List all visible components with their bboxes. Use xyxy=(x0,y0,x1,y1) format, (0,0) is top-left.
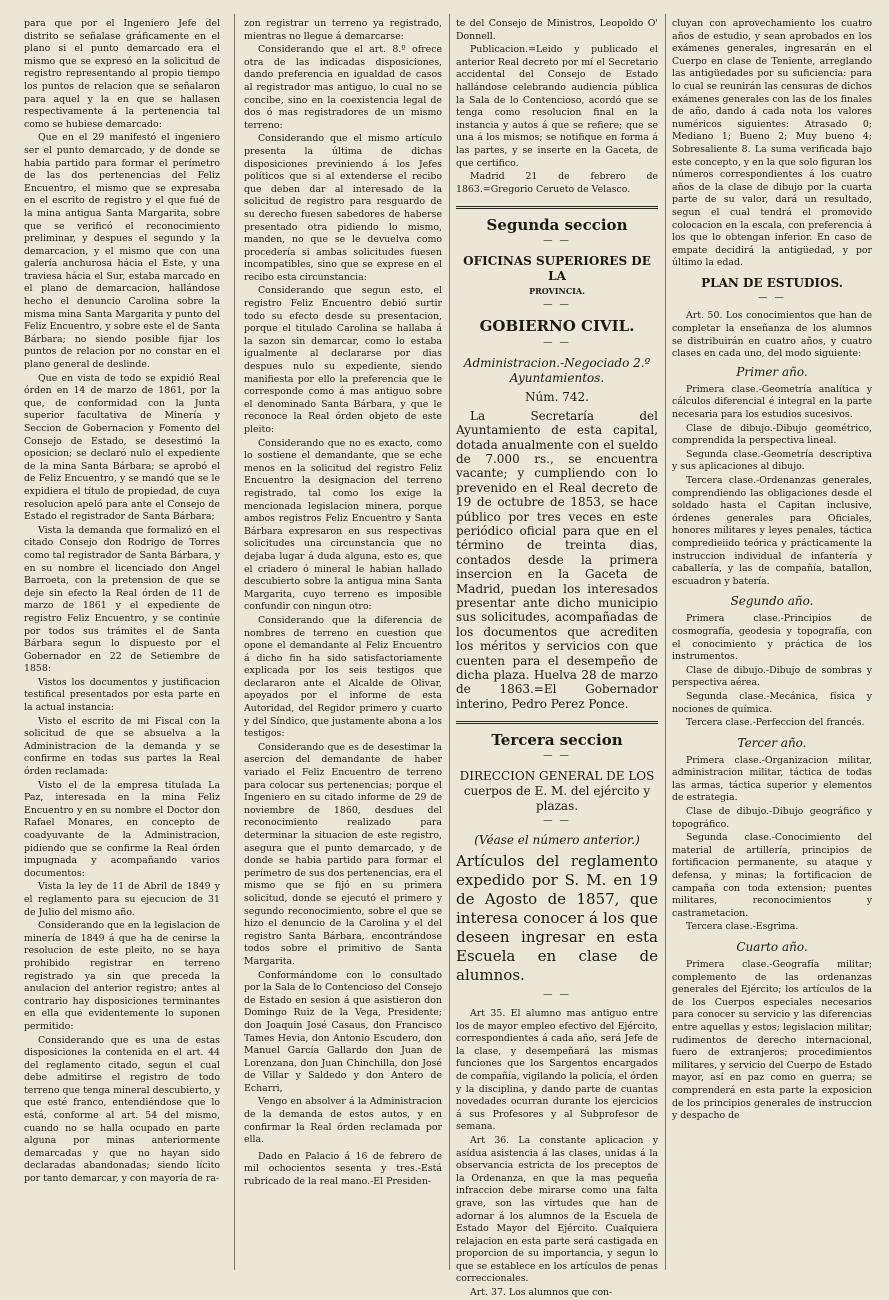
column-rule xyxy=(665,14,666,1270)
regulation-intro: Artículos del reglamento expedido por S. M. en 19 de Agosto de 1857, que interesa conocer á los que deseen ingresar en esta Escuela en clase de alumnos. xyxy=(456,852,658,985)
year-heading: Cuarto año. xyxy=(736,940,808,954)
course-item: Primera clase.-Geografía militar; complemento de las ordenanzas generales del Ejército; los artículos de la de los Cuerpos especiales necesarios para conocer su servicio y las diferencias entre aquellas y estos; legislacion militar; rudimentos de derecho internacional, fuero de extranjeros; procedimientos militares, y servicio del Cuerpo de Estado mayor, así en paz como en guerra; se comprenderá en esta parte la exposicion de los principios generales de instruccion y despacho de xyxy=(672,959,872,1122)
direction-heading: DIRECCION GENERAL DE LOS cuerpos de E. M. del ejército y plazas. xyxy=(459,768,655,813)
divider: — — xyxy=(543,750,571,762)
course-item: Clase de dibujo.-Dibujo geográfico y topográfico. xyxy=(672,806,872,830)
paragraph: cluyan con aprovechamiento los cuatro años de estudio, y sean aprobados en los exámenes generales, ingresarán en el Cuerpo en clase de Teniente, arreglando las antigüedades por su suficiencia: para lo cual se reunirán las censuras de dichos exámenes generales con las de los finales de año, dando á cada nota los valores numéricos siguientes: Atrasado 0; Mediano 1; Bueno 2; Muy bueno 4; Sobresaliente 8. La suma verificada bajo este concepto, y en la que solo figuran los números correspondientes á los cuatro años de la clase de dibujo por la cuarta parte de su valor, dará un resultado, segun el cual tendrá el promovido colocacion en la escala, con preferencia á los que lo obtengan inferior. En caso de empate decidirá la antigüedad, y por último la edad. xyxy=(672,18,872,269)
paragraph: Vista la ley de 11 de Abril de 1849 y el reglamento para su ejecucion de 31 de Julio del mismo año. xyxy=(24,881,220,918)
divider: — — xyxy=(543,814,571,826)
paragraph: Considerando que es una de estas disposiciones la contenida en el art. 44 del reglamento citado, segun el cual debe admitirse el registro de todo terreno que tenga mineral descubierto, y que esté franco, entendiéndose que lo está, conforme al art. 54 del mismo, cuando no se halla ocupado en parte alguna por minas anteriormente demarcadas y que no hayan sido declaradas abandonadas; siendo lícito por tanto demarcar, y con mayoría de ra- xyxy=(24,1034,220,1185)
paragraph: Considerando que no es exacto, como lo sostiene el demandante, que se eche menos en la solicitud del registro Feliz Encuentro la designacion del terreno registrado, tal como los exige la mencionada legislacion minera, porque ambos registros Feliz Encuentro y Santa Bárbara expresaron en sus respectivas solicitudes una circunstancia que no dejaba lugar á duda alguna, esto es, que el criadero ó mineral le habian hallado descubierto sobre la antigua mina Santa Margarita, cuyo terreno es imposible confundir con ningun otro: xyxy=(244,437,442,613)
paragraph: Conformándome con lo consultado por la Sala de lo Contencioso del Consejo de Estado en sesion á que asistieron don Domingo Ruiz de la Vega, Presidente; don Joaquin José Casaus, don Francisco Tames Hevia, don Antonio Escudero, don Manuel García Gallardo don Juan de Lorenzana, don Juan Chinchilla, don José de Villar y Saldedo y don Antero de Echarri, xyxy=(244,969,442,1094)
course-item: Segunda clase.-Conocimiento del material de artillería, principios de fortificacion permanente, su ataque y defensa, y minas; la fortificacion de campaña con toda extension; puentes militares, reconocimientos y castrametacion. xyxy=(672,832,872,919)
paragraph: Que en el 29 manifestó el ingeniero ser el punto demarcado, y de donde se había partido para formar el perímetro de las dos pertenencias del Feliz Encuentro, el mismo que se expresaba en el escrito de registro y el que fué de la mina antigua Santa Margarita, sobre que se verificó el reconocimiento preliminar, y despues el segundo y la demarcacion, y el mismo que con una galería anchurosa hácia el Este, y una traviesa hácia el Sur, estaba marcado en el plano de demarcacion, hallándose hecho el denuncio Carolina sobre la misma mina Santa Margarita y punto del Feliz Encuentro, y sobre este el de Santa Bárbara; no siendo posible fijar los puntos de relacion por no constar en el plano general de deslinde. xyxy=(24,132,220,371)
paragraph: para que por el Ingeniero Jefe del distrito se señalase gráficamente en el plano si el punto demarcado era el mismo que se expresó en la solicitud de registro representando al propio tiempo los puntos de relacion que se señalaron para aquel y la en que se hallasen respectivamente á la pertenencia tal como se hubiese demarcado: xyxy=(24,18,220,130)
article-37: Art. 37. Los alumnos que con- xyxy=(470,1287,613,1299)
course-item: Clase de dibujo.-Dibujo geométrico, comprendida la perspectiva lineal. xyxy=(672,422,872,447)
see-previous-note: (Véase el número anterior.) xyxy=(474,833,640,848)
paragraph: zon registrar un terreno ya registrado, mientras no llegue á demarcarse: xyxy=(244,18,442,42)
course-item: Primera clase.-Principios de cosmografía, geodesia y topografía, con el conocimiento y práctica de los instrumentos. xyxy=(672,613,872,663)
number-line: Núm. 742. xyxy=(525,389,589,404)
course-item: Tercera clase.-Perfeccion del francés. xyxy=(686,717,865,729)
column-rule xyxy=(449,14,450,1270)
year-heading: Primer año. xyxy=(736,364,808,379)
divider: — — xyxy=(758,291,786,303)
plan-heading: PLAN DE ESTUDIOS. xyxy=(701,275,843,290)
paragraph: Que en vista de todo se expidió Real órden en 14 de marzo de 1861, por la que, de conformidad con la Junta superior facultativa de Minería y Seccion de Gobernacion y Fomento del Consejo de Estado, se desestimó la oposicion; se declaró nulo el expediente de la mina Santa Bárbara; se aprobó el de Feliz Encuentro, y se mandó que se le expidiera el título de propiedad, de cuya resolucion apeló para ante el Consejo de Estado el registrador de Santa Bárbara; xyxy=(24,372,220,523)
course-item: Segunda clase.-Mecánica, física y nociones de química. xyxy=(672,690,872,715)
paragraph: Considerando que en la legislacion de minería de 1849 á que ha de cenirse la resolucion de este pleito, no se haya prohibido registrar en terreno registrado ya sin que preceda la anulacion del anterior registro; antes al contrario hay disposiciones terminantes en ella que evidentemente lo suponen permitido: xyxy=(24,920,220,1032)
course-item: Segunda clase.-Geometría descriptiva y sus aplicaciones al dibujo. xyxy=(672,448,872,473)
year-heading: Segundo año. xyxy=(730,594,814,609)
paragraph: Dado en Palacio á 16 de febrero de mil ochocientos sesenta y tres.-Está rubricado de la real mano.-El Presiden- xyxy=(244,1150,442,1188)
article-35: Art 35. El alumno mas antiguo entre los de mayor empleo efectivo del Ejército, correspondientes á cada año, será Jefe de la clase, y desempeñará las mismas funciones que los Sargentos encargados de compañía, vigilando la policía, el órden y la disciplina, y dando parte de cuantas novedades ocurran durante los ejercicios á sus Profesores y al Subprofesor de semana. xyxy=(456,1008,658,1133)
province-subheading: PROVINCIA. xyxy=(529,285,585,296)
column-3 xyxy=(456,18,658,1299)
article-50: Art. 50. Los conocimientos que han de completar la enseñanza de los alumnos se distribuirán en cuatro años, y cuatro clases en cada uno, del modo siguiente: xyxy=(672,310,872,360)
divider: — — xyxy=(543,235,571,247)
column-rule xyxy=(234,14,235,1270)
gobierno-heading: GOBIERNO CIVIL. xyxy=(479,317,635,336)
course-item: Primera clase.-Organizacion militar, administracion militar, táctica de todas las armas, táctica superior y elementos de estrategia. xyxy=(672,754,872,804)
date-line: Madrid 21 de febrero de 1863.=Gregorio Cerueto de Velasco. xyxy=(456,171,658,195)
course-item: Primera clase.-Geometría analítica y cálculos diferencial é integral en la parte necesaria para los estudios sucesivos. xyxy=(672,383,872,421)
article-36: Art 36. La constante aplicacion y asídua asistencia á las clases, unidas á la observancia estricta de los preceptos de la Ordenanza, en que la mas pequeña infraccion debe mirarse como una falta grave, son las virtudes que han de adornar á los alumnos de la Escuela de Estado Mayor del Ejército. Cualquiera relajacion en esta parte será castigada en proporcion de su importancia, y segun lo que se establece en los artículos de penas correccionales. xyxy=(456,1134,658,1285)
paragraph: Considerando que la diferencia de nombres de terreno en cuestion que opone el demandante al Feliz Encuentro á dicho fin ha sido satisfactoriamente explicada por los seis testigos que declararon ante el Alcalde de Olivar, apoyados por el informe de esta Autoridad, del Regidor primero y cuarto y del Síndico, que justamente abona a los testigos: xyxy=(244,614,442,740)
paragraph: Visto el escrito de mi Fiscal con la solicitud de que se absuelva a la Administracion de la demanda y se confirme en todas sus partes la Real órden reclamada: xyxy=(24,715,220,778)
divider: — — xyxy=(543,989,571,1001)
course-item: Clase de dibujo.-Dibujo de sombras y perspectiva aérea. xyxy=(672,664,872,689)
paragraph: Considerando que el mismo artículo presenta la última de dichas disposiciones previniendo á los Jefes políticos que si al extenderse el recibo que deben dar al interesado de la solicitud de registro para resguardo de su derecho fuesen sabedores de haberse presentado otra pidiendo lo mismo, manden, no que se le devuelva como procedería si ambas solicitudes fuesen incompatibles, sino que se exprese en el recibo esta circunstancia: xyxy=(244,133,442,283)
notice-body: La Secretaría del Ayuntamiento de esta capital, dotada anualmente con el sueldo de 7.000 rs., se encuentra vacante; y cumpliendo con lo prevenido en el Real decreto de 19 de octubre de 1853, se hace público por tres veces en este periódico oficial para que en el término de treinta dias, contados desde la primera insercion en la Gaceta de Madrid, puedan los interesados presentar ante dicho municipio sus solicitudes, acompañadas de los documentos que acrediten los méritos y servicios con que cuenten para el desempeño de dicha plaza. Huelva 28 de marzo de 1863.=El Gobernador interino, Pedro Perez Ponce. xyxy=(456,408,658,711)
paragraph: Considerando que el art. 8.º ofrece otra de las indicadas disposiciones, dando preferencia en igualdad de casos al registrador mas antiguo, lo cual no se concibe, sino en la coexistencia legal de dos ó mas registradores de un mismo terreno: xyxy=(244,44,442,131)
course-item: Tercera clase.-Esgrima. xyxy=(686,921,799,933)
paragraph: Considerando que es de desestimar la asercion del demandante de haber variado el Feliz Encuentro de terreno para colocar sus pertenencias; porque el Ingeniero en su citado informe de 29 de noviembre de 1860, desdues del reconocimiento realizado para determinar la situacion de este registro, asegura que el punto demarcado, y de donde se habia partido para formar el perímetro de sus dos pertenencias, era el mismo que se fijó en su primera solicitud, donde se ejecutó el primero y segundo reconocimiento, sobre el que se hizo el denuncio de la Carolina y el del registro Santa Bárbara, encontrándose todos sobre el primitivo de Santa Margarita. xyxy=(244,741,442,967)
paragraph: Visto el de la empresa titulada La Paz, interesada en la mina Feliz Encuentro y en su nombre el Doctor don Rafael Monares, en concepto de coadyuvante de la Administracion, pidiendo que se confirme la Real órden impugnada y acompañando varios documentos: xyxy=(24,779,220,879)
office-heading: OFICINAS SUPERIORES DE LA xyxy=(463,253,651,283)
divider: — — xyxy=(543,337,571,349)
paragraph: Vista la demanda que formalizó en el citado Consejo don Rodrigo de Torres como tal registrador de Santa Bárbara, y en su nombre el licenciado don Angel Barroeta, con la pretension de que se deje sin efecto la Real órden de 11 de marzo de 1861 y el expediente de registro Feliz Encuentro, y se continúe por todos sus trámites el de Santa Bárbara segun lo dispuesto por el Gobernador en 22 de Setiembre de 1858: xyxy=(24,524,220,675)
section-heading-2: Segunda seccion xyxy=(456,206,658,235)
course-item: Tercera clase.-Ordenanzas generales, comprendiendo las obligaciones desde el soldado hasta el Capitan inclusive, órdenes generales para Oficiales, honores militares y leyes penales, táctica compredieiido teórica y prácticamente la instruccion individual de infantería y caballería, y las de compañía, batallon, escuadron y batería. xyxy=(672,475,872,587)
column-2 xyxy=(244,18,442,1268)
section-heading-3: Tercera seccion xyxy=(456,721,658,750)
column-4 xyxy=(672,18,872,1268)
year-heading: Tercer año. xyxy=(737,735,807,750)
paragraph: te del Consejo de Ministros, Leopoldo O' Donnell. xyxy=(456,18,658,42)
paragraph: Vistos los documentos y justificacion testifical presentados por esta parte en la actual instancia: xyxy=(24,676,220,714)
paragraph: Vengo en absolver á la Administracion de la demanda de estos autos, y en confirmar la Real órden reclamada por ella. xyxy=(244,1096,442,1146)
paragraph: Publicacion.=Leido y publicado el anterior Real decreto por mí el Secretario accidental del Consejo de Estado hallándose celebrando audiencia pública la Sala de lo Contencioso, acordó que se tenga como resolucion final en la instancia y autos á que se refiere; que se una á los mismos; se notifique en forma á las partes, y se inserte en la Gaceta, de que certifico. xyxy=(456,44,658,169)
divider: — — xyxy=(543,298,571,310)
paragraph: Considerando que segun esto, el registro Feliz Encuentro debió surtir todo su efecto desde su presentacion, porque el titulado Carolina se hallaba á la sazon sin demarcar, como lo estaba igualmente al declararse por dias despues nulo su expediente, siendo manifiesta por ello la preferencia que le corresponde como á mas antiguo sobre el denominado Santa Bárbara, y que le reconoce la Real órden objeto de este pleito: xyxy=(244,285,442,435)
column-1 xyxy=(24,18,220,1268)
department-line: Administracion.-Negociado 2.º Ayuntamientos. xyxy=(463,355,651,385)
